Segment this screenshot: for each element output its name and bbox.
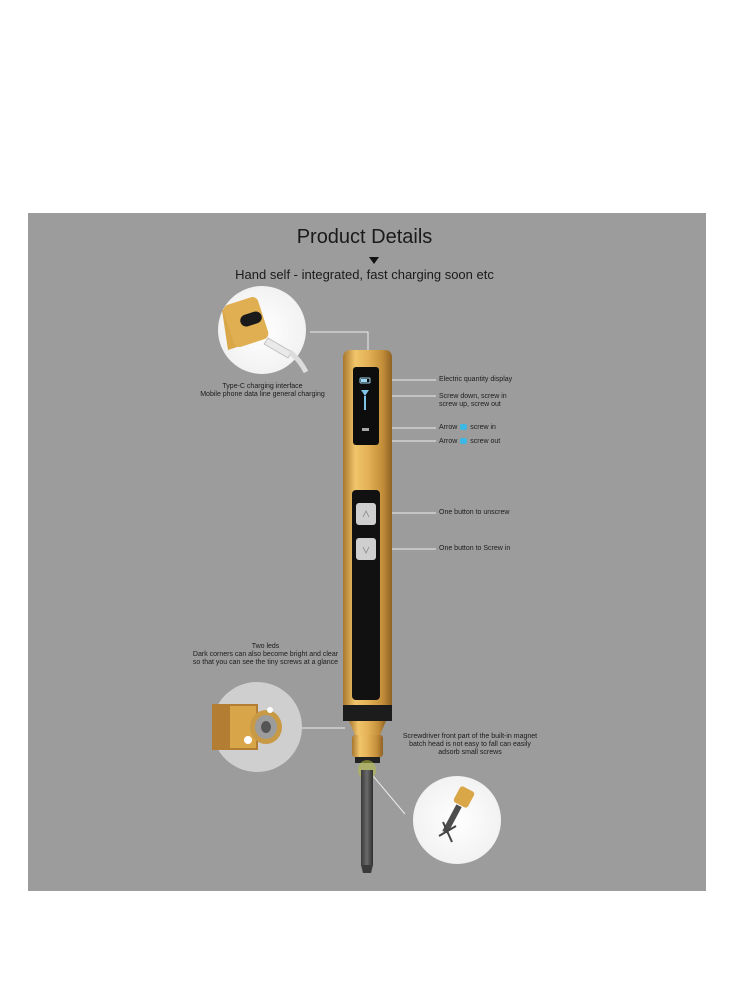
arrow-indicator-icon: [460, 424, 467, 430]
arrow-indicator-icon: [460, 438, 467, 444]
screw-in-button-label: One button to Screw in: [439, 545, 511, 552]
led-closeup: [212, 682, 302, 772]
page-subtitle: Hand self - integrated, fast charging soon etc: [235, 267, 494, 282]
electric-display-label: Electric quantity display: [439, 376, 513, 383]
magnet-label: Screwdriver front part of the built-in magnet batch head is not easy to fall can easily adsorb small screws: [402, 733, 538, 756]
arrow-screw-in-label: Arrow screw in: [439, 424, 496, 431]
type-c-closeup: [218, 286, 306, 374]
magnet-closeup: [413, 776, 501, 864]
arrow-screw-out-label: Arrow screw out: [439, 438, 501, 445]
leds-label: Two leds Dark corners can also become bright and clear so that you can see the tiny screws at a glance: [192, 643, 339, 666]
page-title: Product Details: [296, 226, 433, 248]
screwdriver-body: [343, 350, 392, 873]
type-c-label: Type-C charging interface Mobile phone data line general charging: [200, 383, 325, 398]
screw-modes-label: Screw down, screw in screw up, screw out: [439, 393, 507, 408]
unscrew-button-label: One button to unscrew: [439, 509, 510, 516]
